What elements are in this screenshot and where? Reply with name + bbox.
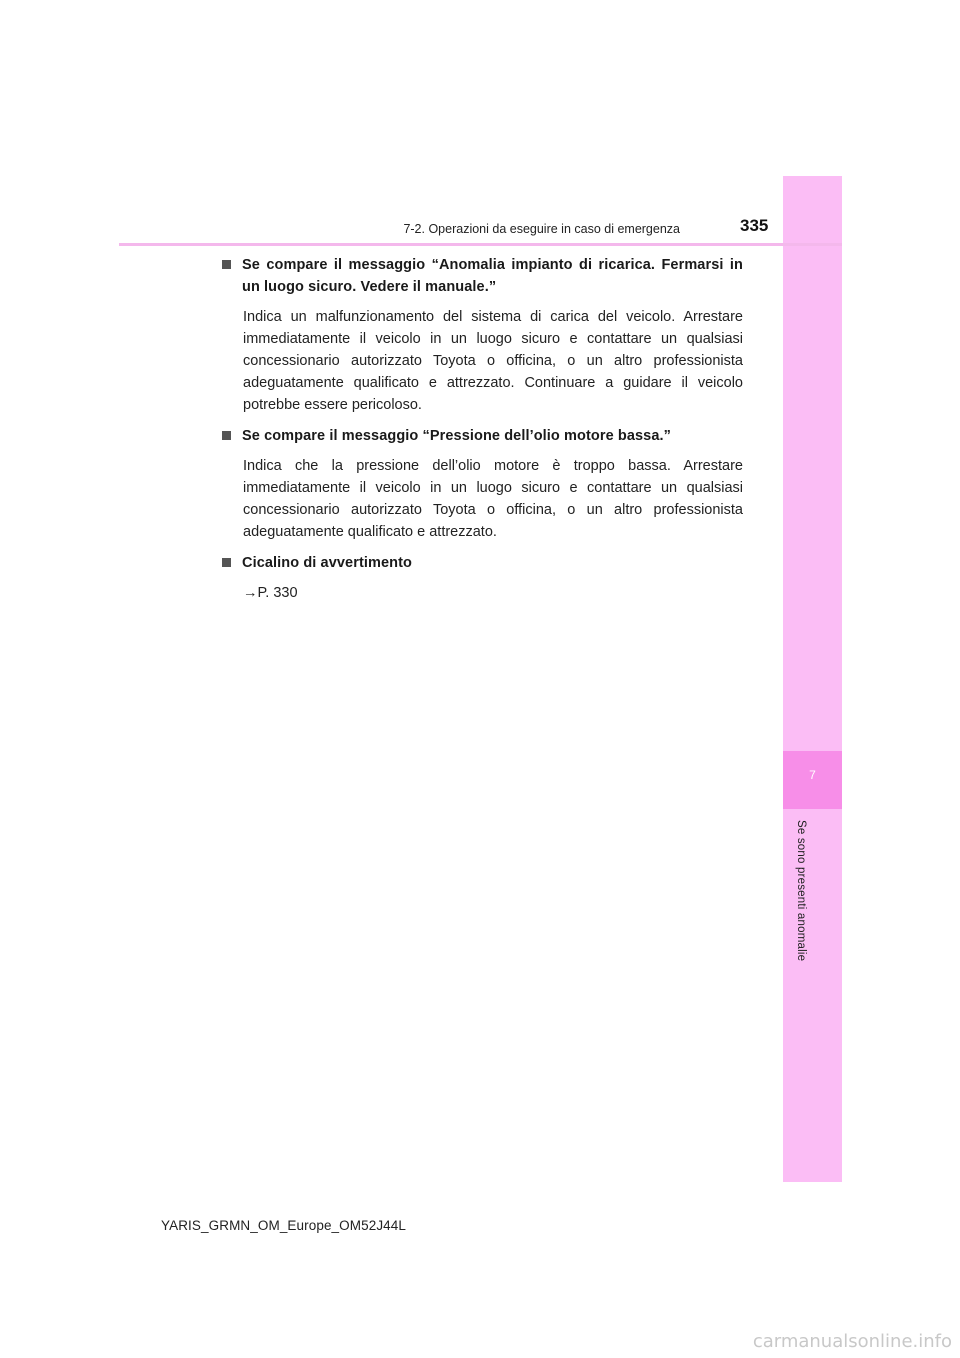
entry-body-text: Indica che la pressione dell’olio motore è troppo bassa. Arrestare immediatamente il veicolo in un luogo sicuro e contattare un qualsiasi concessionario autorizzato Toyota o officina, o un altro professionista adeguatamente qualificato e attrezzato.: [243, 458, 743, 540]
header-section-title: 7-2. Operazioni da eseguire in caso di emergenza: [403, 222, 680, 236]
watermark: carmanualsonline.info: [752, 1331, 952, 1352]
entry-warning-buzzer: [222, 552, 743, 604]
entry-heading: [222, 425, 743, 447]
chapter-tab-label: Se sono presenti anomalie: [795, 820, 807, 962]
header-divider: [119, 243, 842, 246]
square-bullet-icon: [222, 431, 231, 440]
square-bullet-icon: [222, 558, 231, 567]
document-id: YARIS_GRMN_OM_Europe_OM52J44L: [161, 1218, 407, 1233]
entry-oil-pressure: [222, 425, 743, 543]
entry-heading-text: Cicalino di avvertimento: [242, 555, 412, 571]
page-number: 335: [740, 216, 769, 235]
entry-charging-system: [222, 254, 743, 416]
entry-heading-text: Se compare il messaggio “Anomalia impianto di ricarica. Fermarsi in un luogo sicuro. Vedere il manuale.”: [242, 257, 743, 295]
entry-heading-text: Se compare il messaggio “Pressione dell’olio motore bassa.”: [242, 428, 671, 444]
side-strip: [783, 176, 842, 1182]
chapter-tab-number: 7: [809, 768, 816, 782]
entry-heading: [222, 254, 743, 298]
entry-body-text: Indica un malfunzionamento del sistema di carica del veicolo. Arrestare immediatamente il veicolo in un luogo sicuro e contattare un qualsiasi concessionario autorizzato Toyota o officina, o un altro professionista adeguatamente qualificato e attrezzato. Continuare a guidare il veicolo potrebbe essere pericoloso.: [243, 309, 743, 413]
page-content: [222, 254, 743, 613]
square-bullet-icon: [222, 260, 231, 269]
entry-heading: [222, 552, 743, 574]
page-reference-link[interactable]: →P. 330: [243, 585, 298, 601]
